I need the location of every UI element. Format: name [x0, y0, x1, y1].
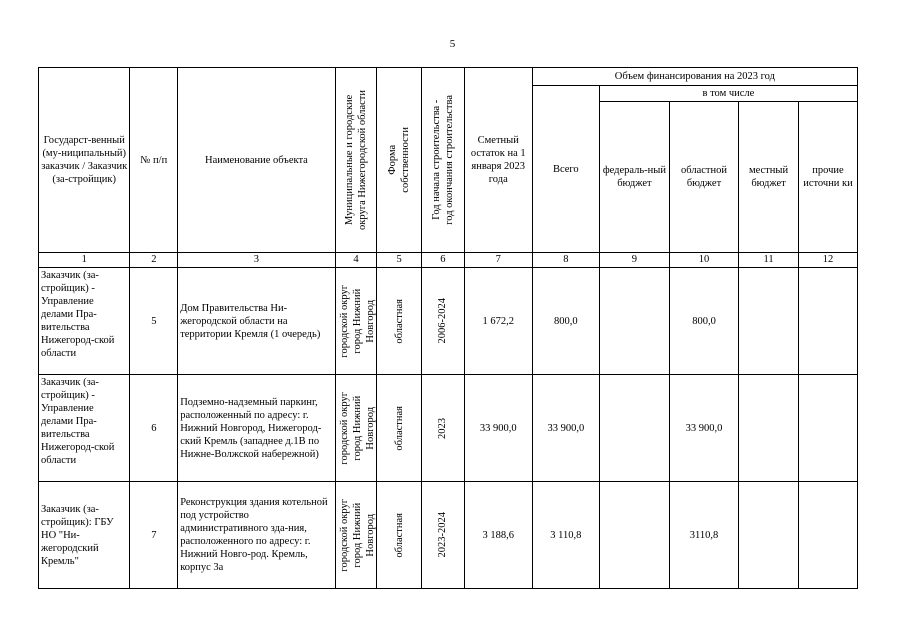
- header-years: [422, 68, 465, 253]
- column-number-row: [39, 253, 858, 268]
- row-ownership: [377, 482, 422, 589]
- row-total: 33 900,0: [532, 375, 599, 482]
- row-municipality: [335, 375, 377, 482]
- column-number: 4: [335, 253, 377, 268]
- header-including: в том числе: [599, 86, 857, 102]
- header-ownership-line1: Форма: [387, 145, 399, 175]
- row-total: 3 110,8: [532, 482, 599, 589]
- row-object-name: Подземно-надземный паркинг, расположенный по адресу: г. Нижний Новгород, Нижегород-ский Кремль (западнее д.1В по Нижне-Волжской набережной): [178, 375, 335, 482]
- row-ownership: [377, 375, 422, 482]
- row-years-text: 2006-2024: [437, 298, 449, 344]
- header-municipality: [335, 68, 377, 253]
- row-local: [739, 375, 799, 482]
- row-other: [798, 268, 857, 375]
- column-number: 7: [464, 253, 532, 268]
- column-number: 11: [739, 253, 799, 268]
- row-municipality-line1: городской округ: [338, 284, 350, 358]
- column-number: 1: [39, 253, 130, 268]
- row-ownership-text: областная: [393, 512, 405, 558]
- column-number: 6: [422, 253, 465, 268]
- header-years-line1: Год начала строительства -: [430, 99, 442, 221]
- row-municipality-line2: город Нижний: [351, 288, 363, 354]
- column-number: 5: [377, 253, 422, 268]
- row-municipality-line2: город Нижний: [351, 502, 363, 568]
- row-federal: [599, 482, 669, 589]
- row-estimated-balance: 3 188,6: [464, 482, 532, 589]
- row-years: [422, 482, 465, 589]
- header-federal: федераль-ный бюджет: [599, 102, 669, 253]
- row-number: 5: [130, 268, 178, 375]
- row-municipality-line3: Новгород: [364, 406, 376, 450]
- budget-table: [38, 67, 858, 589]
- row-years: [422, 268, 465, 375]
- table-row: [39, 482, 858, 589]
- table-row: [39, 268, 858, 375]
- row-years: [422, 375, 465, 482]
- row-ownership-text: областная: [393, 298, 405, 344]
- row-other: [798, 482, 857, 589]
- row-municipality: [335, 268, 377, 375]
- column-number: 3: [178, 253, 335, 268]
- row-municipality: [335, 482, 377, 589]
- header-customer: Государст-венный (му-ниципальный) заказчик / Заказчик (за-стройщик): [39, 68, 130, 253]
- row-ownership-text: областная: [393, 405, 405, 451]
- page-number: 5: [449, 38, 456, 50]
- header-estimated-balance: Сметный остаток на 1 января 2023 года: [464, 68, 532, 253]
- header-other: прочие источни ки: [798, 102, 857, 253]
- header-funding-volume: Объем финансирования на 2023 год: [532, 68, 857, 86]
- row-number: 6: [130, 375, 178, 482]
- header-ownership-line2: собственности: [400, 127, 412, 193]
- row-other: [798, 375, 857, 482]
- row-federal: [599, 268, 669, 375]
- header-local: местный бюджет: [739, 102, 799, 253]
- row-estimated-balance: 33 900,0: [464, 375, 532, 482]
- column-number: 12: [798, 253, 857, 268]
- column-number: 2: [130, 253, 178, 268]
- row-object-name: Дом Правительства Ни-жегородской области на территории Кремля (1 очередь): [178, 268, 335, 375]
- row-municipality-line1: городской округ: [338, 391, 350, 465]
- header-regional: областной бюджет: [669, 102, 738, 253]
- table-row: [39, 375, 858, 482]
- row-estimated-balance: 1 672,2: [464, 268, 532, 375]
- row-customer: Заказчик (за-стройщик) - Управление делами Пра-вительства Нижегород-ской области: [39, 268, 130, 375]
- row-municipality-line3: Новгород: [364, 299, 376, 343]
- row-local: [739, 268, 799, 375]
- column-number: 9: [599, 253, 669, 268]
- row-local: [739, 482, 799, 589]
- row-municipality-line3: Новгород: [364, 513, 376, 557]
- row-total: 800,0: [532, 268, 599, 375]
- header-number: № п/п: [130, 68, 178, 253]
- header-ownership: [377, 68, 422, 253]
- header-municipality-line2: округа Нижегородской области: [357, 90, 368, 230]
- header-total: Всего: [532, 86, 599, 253]
- header-years-line2: год окончания строительства: [443, 95, 455, 225]
- row-municipality-line2: город Нижний: [351, 395, 363, 461]
- header-municipality-line1: Муниципальные и городские: [344, 94, 355, 226]
- header-object-name: Наименование объекта: [178, 68, 335, 253]
- column-number: 10: [669, 253, 738, 268]
- row-federal: [599, 375, 669, 482]
- row-customer: Заказчик (за-стройщик): ГБУ НО "Ни-жегородский Кремль": [39, 482, 130, 589]
- row-customer: Заказчик (за-стройщик) - Управление делами Пра-вительства Нижегород-ской области: [39, 375, 130, 482]
- row-number: 7: [130, 482, 178, 589]
- row-regional: 33 900,0: [669, 375, 738, 482]
- row-years-text: 2023-2024: [437, 512, 449, 558]
- column-number: 8: [532, 253, 599, 268]
- row-years-text: 2023: [437, 417, 449, 439]
- row-municipality-line1: городской округ: [338, 498, 350, 572]
- row-object-name: Реконструкция здания котельной под устройство административного зда-ния, расположенного по адресу: г. Нижний Новго-род. Кремль, корпус 3а: [178, 482, 335, 589]
- row-ownership: [377, 268, 422, 375]
- row-regional: 800,0: [669, 268, 738, 375]
- row-regional: 3110,8: [669, 482, 738, 589]
